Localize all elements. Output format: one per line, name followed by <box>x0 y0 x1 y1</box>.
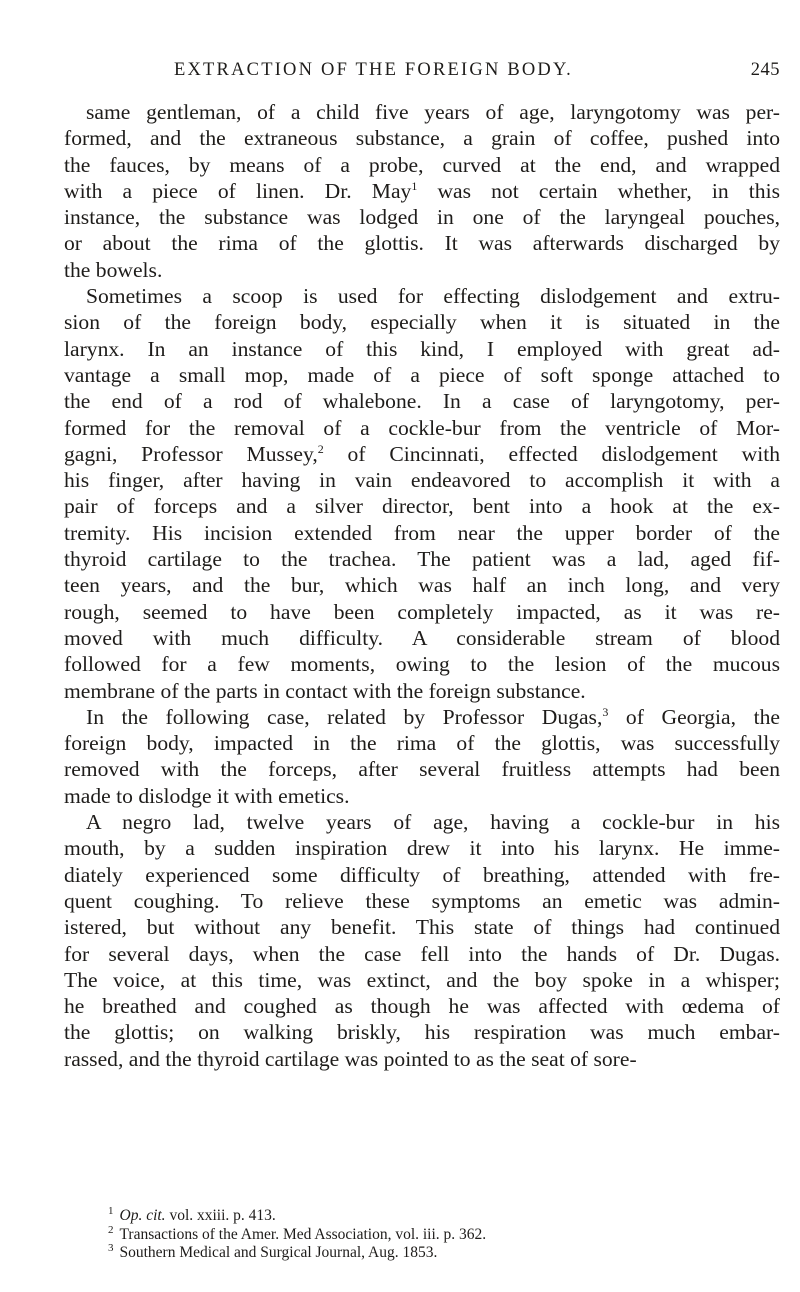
footnote-citation-italic: Op. cit. <box>119 1207 166 1224</box>
text-line: The voice, at this time, was extinct, and the boy spoke in a whisper; <box>64 967 780 992</box>
text-segment: of Cincinnati, effected dislodgement with <box>323 441 780 466</box>
page-number: 245 <box>750 60 780 80</box>
footnote-mark: 3 <box>108 1242 114 1254</box>
paragraph <box>64 809 780 1072</box>
text-line: thyroid cartilage to the trachea. The patient was a lad, aged fif- <box>64 547 780 572</box>
text-line: mouth, by a sudden inspiration drew it into his larynx. He imme- <box>64 836 780 861</box>
text-segment: was not certain whether, in this <box>417 178 780 203</box>
footnote-mark: 1 <box>108 1205 114 1217</box>
paragraph <box>64 99 780 283</box>
body-text <box>64 99 780 1072</box>
text-line: diately experienced some difficulty of breathing, attended with fre- <box>64 862 780 887</box>
text-line: made to dislodge it with emetics. <box>64 783 350 808</box>
text-line: rassed, and the thyroid cartilage was pointed to as the seat of sore- <box>64 1046 637 1071</box>
paragraph <box>64 283 780 704</box>
footnote-text: vol. xxiii. p. 413. <box>165 1207 276 1224</box>
text-line: or about the rima of the glottis. It was afterwards discharged by <box>64 231 780 256</box>
footnote <box>108 1223 780 1245</box>
text-line: vantage a small mop, made of a piece of soft sponge attached to <box>64 362 780 387</box>
footnote-text: Transactions of the Amer. Med Association, vol. iii. p. 362. <box>119 1225 487 1243</box>
running-head-title: EXTRACTION OF THE FOREIGN BODY. <box>174 60 573 80</box>
text-line: the bowels. <box>64 257 163 282</box>
text-line <box>64 704 780 730</box>
text-line: moved with much difficulty. A considerable stream of blood <box>64 625 780 650</box>
footnote-text: Southern Medical and Surgical Journal, Aug. 1853. <box>119 1244 438 1261</box>
text-line: formed for the removal of a cockle-bur from the ventricle of Mor- <box>64 415 780 440</box>
text-line: tremity. His incision extended from near the upper border of the <box>64 520 780 545</box>
footnote-reference: 3 <box>602 704 609 719</box>
text-line: he breathed and coughed as though he was affected with œdema of <box>64 994 780 1019</box>
text-line: membrane of the parts in contact with the foreign substance. <box>64 678 586 703</box>
text-line: larynx. In an instance of this kind, I employed with great ad- <box>64 336 780 361</box>
text-line: foreign body, impacted in the rima of the glottis, was successfully <box>64 731 780 756</box>
text-line <box>64 441 780 467</box>
text-segment: of Georgia, the <box>608 704 780 729</box>
text-line: instance, the substance was lodged in one of the laryngeal pouches, <box>64 205 780 230</box>
footnote-reference: 1 <box>411 178 418 193</box>
text-line: rough, seemed to have been completely impacted, as it was re- <box>64 599 780 624</box>
paragraph <box>64 704 780 809</box>
text-line: istered, but without any benefit. This state of things had continued <box>64 915 780 940</box>
footnote <box>108 1244 780 1263</box>
text-line: same gentleman, of a child five years of age, laryngotomy was per- <box>86 100 780 124</box>
footnote-mark: 2 <box>108 1223 114 1236</box>
text-segment: with a piece of linen. Dr. May <box>64 178 412 203</box>
text-line: the fauces, by means of a probe, curved at the end, and wrapped <box>64 152 780 177</box>
text-line: sion of the foreign body, especially when it is situated in the <box>64 310 780 335</box>
text-segment: gagni, Professor Mussey, <box>64 441 318 466</box>
footnote-reference: 2 <box>317 441 324 456</box>
footnote <box>108 1207 780 1226</box>
text-line <box>64 178 780 204</box>
text-line: for several days, when the case fell into the hands of Dr. Dugas. <box>64 941 780 966</box>
text-line: his finger, after having in vain endeavored to accomplish it with a <box>64 468 780 493</box>
text-line: the glottis; on walking briskly, his respiration was much embar- <box>64 1020 780 1045</box>
text-line: the end of a rod of whalebone. In a case of laryngotomy, per- <box>64 389 780 414</box>
text-line: quent coughing. To relieve these symptoms an emetic was admin- <box>64 888 780 913</box>
text-line: pair of forceps and a silver director, bent into a hook at the ex- <box>64 494 780 519</box>
text-line: followed for a few moments, owing to the lesion of the mucous <box>64 652 780 677</box>
text-line: A negro lad, twelve years of age, having a cockle-bur in his <box>86 810 780 835</box>
footnotes <box>108 1207 780 1263</box>
text-line: removed with the forceps, after several fruitless attempts had been <box>64 757 780 782</box>
text-line: Sometimes a scoop is used for effecting dislodgement and extru- <box>86 284 780 309</box>
text-line: formed, and the extraneous substance, a grain of coffee, pushed into <box>64 126 780 151</box>
text-segment: In the following case, related by Professor Dugas, <box>86 704 603 729</box>
text-line: teen years, and the bur, which was half an inch long, and very <box>64 573 780 598</box>
running-head <box>64 60 780 86</box>
